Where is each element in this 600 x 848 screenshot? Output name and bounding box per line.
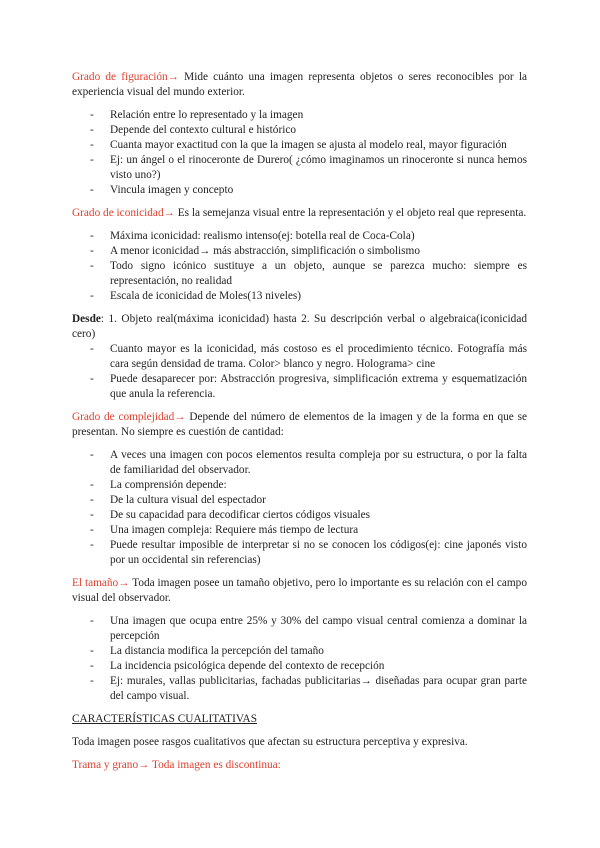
desde-paragraph: [72, 312, 527, 342]
list-item: - Ej: un ángel o el rinoceronte de Durero( ¿cómo imaginamos un rinoceronte si nunca hemos visto uno?): [72, 153, 527, 183]
complejidad-list: [72, 448, 527, 568]
figuracion-paragraph: [72, 70, 527, 100]
iconicidad-paragraph: [72, 206, 527, 221]
list-item: - De la cultura visual del espectador: [72, 493, 527, 508]
list-item: - Ej: murales, vallas publicitarias, fachadas publicitarias→ diseñadas para ocupar gran parte del campo visual.: [72, 674, 527, 704]
list-item: - A menor iconicidad→ más abstracción, simplificación o simbolismo: [72, 244, 527, 259]
list-item: - Máxima iconicidad: realismo intenso(ej: botella real de Coca-Cola): [72, 229, 527, 244]
list-item: - Una imagen que ocupa entre 25% y 30% del campo visual central comienza a dominar la percepción: [72, 614, 527, 644]
list-item: - Todo signo icónico sustituye a un objeto, aunque se parezca mucho: siempre es representación, no realidad: [72, 259, 527, 289]
list-item: - La distancia modifica la percepción del tamaño: [72, 644, 527, 659]
desde-list: [72, 342, 527, 402]
iconicidad-heading: Grado de iconicidad→: [72, 207, 175, 219]
list-item: - La comprensión depende:: [72, 478, 527, 493]
desde-text: : 1. Objeto real(máxima iconicidad) hasta 2. Su descripción verbal o algebraica(iconicidad cero): [72, 313, 527, 340]
list-item: - Cuanta mayor exactitud con la que la imagen se ajusta al modelo real, mayor figuración: [72, 138, 527, 153]
desde-label: Desde: [72, 313, 101, 325]
complejidad-paragraph: [72, 410, 527, 440]
list-item: - Depende del contexto cultural e histórico: [72, 123, 527, 138]
iconicidad-text: Es la semejanza visual entre la representación y el objeto real que representa.: [174, 207, 527, 219]
trama-heading: Trama y grano→ Toda imagen es discontinua:: [72, 759, 281, 771]
figuracion-heading: Grado de figuración→: [72, 71, 179, 83]
list-item: - Vincula imagen y concepto: [72, 183, 527, 198]
complejidad-text: Depende del número de elementos de la imagen y de la forma en que se presentan. No siempre es cuestión de cantidad:: [72, 411, 527, 438]
tamano-list: [72, 614, 527, 704]
tamano-text: Toda imagen posee un tamaño objetivo, pero lo importante es su relación con el campo visual del observador.: [72, 577, 527, 604]
list-item: - La incidencia psicológica depende del contexto de recepción: [72, 659, 527, 674]
tamano-paragraph: [72, 576, 527, 606]
list-item: - De su capacidad para decodificar ciertos códigos visuales: [72, 508, 527, 523]
tamano-heading: El tamaño→: [72, 577, 130, 589]
list-item: - Relación entre lo representado y la imagen: [72, 108, 527, 123]
list-item: - Escala de iconicidad de Moles(13 niveles): [72, 289, 527, 304]
list-item: - Puede resultar imposible de interpretar si no se conocen los códigos(ej: cine japonés visto por un occidental sin referencias): [72, 538, 527, 568]
list-item: - Una imagen compleja: Requiere más tiempo de lectura: [72, 523, 527, 538]
complejidad-heading: Grado de complejidad→: [72, 411, 186, 423]
list-item: - A veces una imagen con pocos elementos resulta compleja por su estructura, o por la falta de familiaridad del observador.: [72, 448, 527, 478]
figuracion-list: [72, 108, 527, 198]
list-item: - Puede desaparecer por: Abstracción progresiva, simplificación extrema y esquematización que anula la referencia.: [72, 372, 527, 402]
cualitativas-title: CARACTERÍSTICAS CUALITATIVAS: [72, 713, 257, 725]
figuracion-text: Mide cuánto una imagen representa objetos o seres reconocibles por la experiencia visual del mundo exterior.: [72, 71, 527, 98]
cualitativas-text: Toda imagen posee rasgos cualitativos que afectan su estructura perceptiva y expresiva.: [72, 736, 468, 748]
iconicidad-list: [72, 229, 527, 304]
document-page: [72, 70, 527, 781]
list-item: - Cuanto mayor es la iconicidad, más costoso es el procedimiento técnico. Fotografía más cara según densidad de trama. Color> blanco y negro. Holograma> cine: [72, 342, 527, 372]
